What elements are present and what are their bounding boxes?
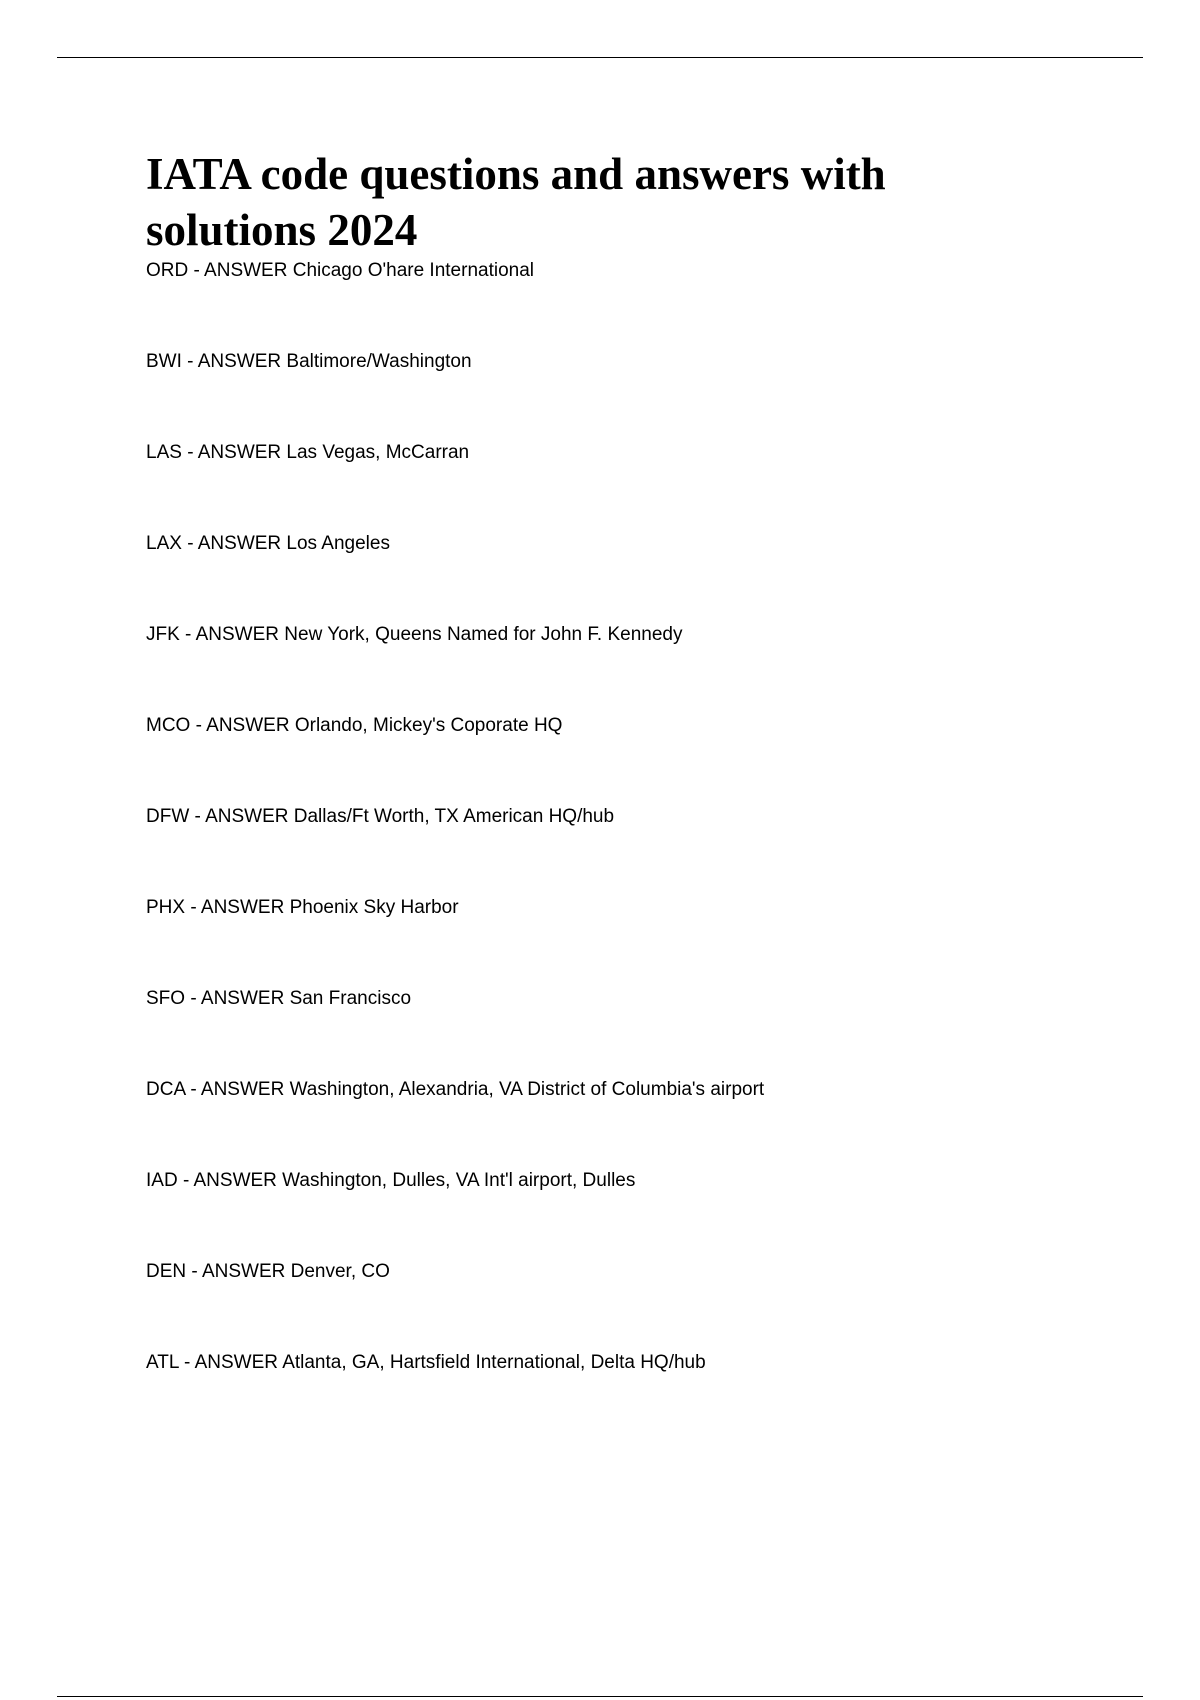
qa-item-sfo: SFO - ANSWER San Francisco [146,988,412,1009]
header-rule [57,57,1143,58]
document-title-line-1: IATA code questions and answers with [146,149,886,199]
document-title-line-2: solutions 2024 [146,205,418,255]
qa-item-jfk: JFK - ANSWER New York, Queens Named for John F. Kennedy [146,624,683,645]
qa-item-mco: MCO - ANSWER Orlando, Mickey's Coporate HQ [146,715,563,736]
qa-item-iad: IAD - ANSWER Washington, Dulles, VA Int'l airport, Dulles [146,1170,636,1191]
qa-item-atl: ATL - ANSWER Atlanta, GA, Hartsfield International, Delta HQ/hub [146,1352,706,1373]
qa-item-phx: PHX - ANSWER Phoenix Sky Harbor [146,897,459,918]
qa-item-dca: DCA - ANSWER Washington, Alexandria, VA District of Columbia's airport [146,1079,765,1100]
qa-item-dfw: DFW - ANSWER Dallas/Ft Worth, TX American HQ/hub [146,806,615,827]
qa-item-bwi: BWI - ANSWER Baltimore/Washington [146,351,472,372]
footer-rule [57,1696,1143,1697]
qa-item-lax: LAX - ANSWER Los Angeles [146,533,390,554]
qa-list [146,258,1046,1376]
qa-item-ord: ORD - ANSWER Chicago O'hare International [146,260,535,281]
document-title [146,146,1046,258]
qa-item-las: LAS - ANSWER Las Vegas, McCarran [146,442,470,463]
document-body [146,146,1046,1376]
qa-item-den: DEN - ANSWER Denver, CO [146,1261,390,1282]
